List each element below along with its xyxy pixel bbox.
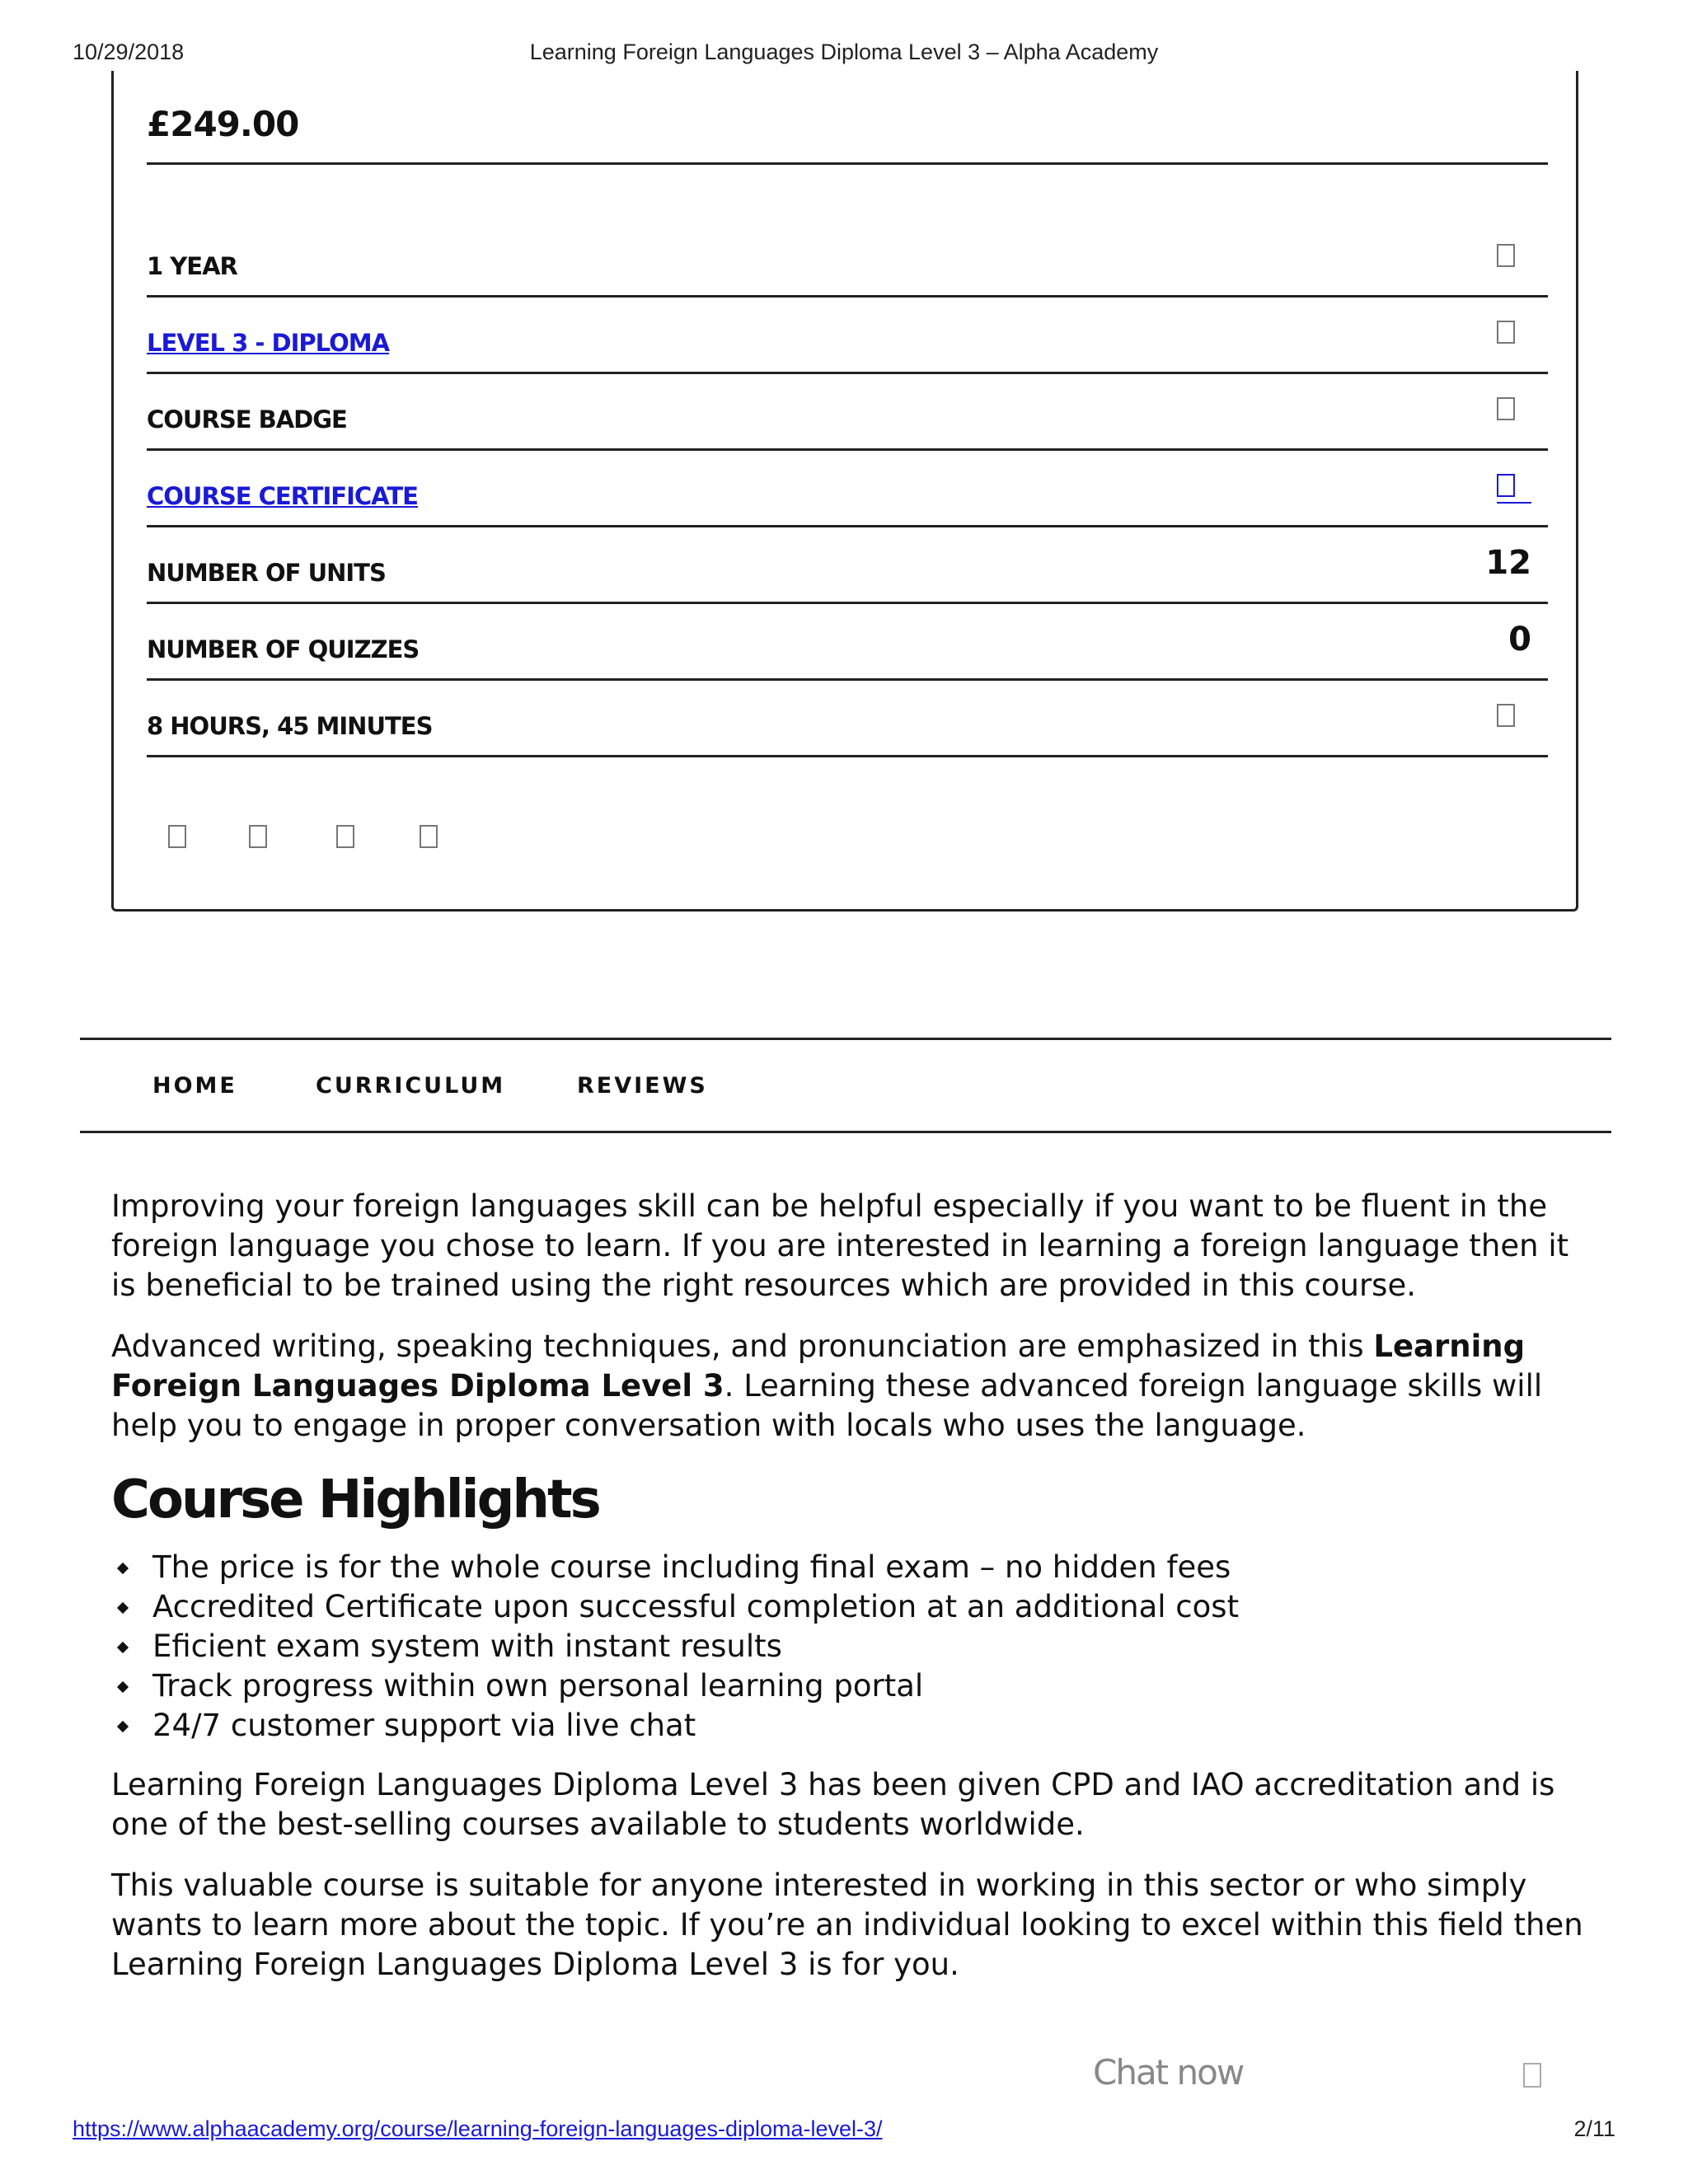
pinterest-icon[interactable] — [420, 825, 438, 848]
detail-label: NUMBER OF UNITS — [147, 559, 386, 587]
highlights-list — [111, 1548, 1587, 1746]
print-page-title: Learning Foreign Languages Diploma Level 3 – Alpha Academy — [529, 40, 1159, 64]
graduation-cap-icon — [1497, 321, 1515, 344]
paragraph-text: Advanced writing, speaking techniques, and pronunciation are emphasized in this — [111, 1329, 1374, 1364]
quizzes-count: 0 — [1508, 621, 1531, 658]
chat-icon[interactable] — [1523, 2063, 1541, 2088]
list-item: 24/7 customer support via live chat — [111, 1706, 1587, 1746]
google-plus-icon[interactable] — [336, 825, 354, 848]
detail-label: 8 HOURS, 45 MINUTES — [147, 712, 433, 740]
certificate-link[interactable]: COURSE CERTIFICATE — [147, 482, 418, 510]
course-price: £249.00 — [147, 104, 299, 144]
highlights-heading: Course Highlights — [111, 1469, 599, 1530]
bullet-icon — [117, 1681, 129, 1693]
list-item: The price is for the whole course including final exam – no hidden fees — [111, 1548, 1587, 1587]
detail-row-units — [147, 527, 1548, 604]
facebook-icon[interactable] — [168, 825, 186, 848]
bullet-icon — [117, 1642, 129, 1653]
tab-reviews[interactable]: REVIEWS — [577, 1073, 708, 1099]
course-name-bold: Learning Foreign Languages Diploma Level 3 — [111, 1329, 1526, 1404]
intro-paragraph: Improving your foreign languages skill can be helpful especially if you want to be fluent in the foreign language you chose to learn. If you are interested in learning a foreign language then it is beneficial to be trained using the right resources which are provided in this course. — [111, 1188, 1569, 1303]
detail-row-certificate — [147, 451, 1548, 527]
course-details-list — [147, 221, 1548, 757]
list-item: Track progress within own personal learning portal — [111, 1666, 1587, 1706]
list-item: Accredited Certificate upon successful completion at an additional cost — [111, 1587, 1587, 1627]
detail-row-duration — [147, 221, 1548, 298]
detail-label: 1 YEAR — [147, 252, 237, 280]
certificate-icon[interactable] — [1497, 474, 1515, 497]
detail-label: NUMBER OF QUIZZES — [147, 635, 420, 663]
tab-home[interactable]: HOME — [152, 1073, 237, 1099]
paragraph-text: . Learning these advanced foreign language skills will help you to engage in proper conversation with locals who uses the language. — [111, 1368, 1543, 1443]
course-info-card — [111, 71, 1578, 912]
badge-icon — [1497, 397, 1515, 420]
bullet-icon — [117, 1721, 129, 1732]
twitter-icon[interactable] — [249, 825, 267, 848]
detail-row-hours — [147, 681, 1548, 757]
page-url-link[interactable]: https://www.alphaacademy.org/course/learning-foreign-languages-diploma-level-3/ — [73, 2116, 883, 2141]
detail-row-level — [147, 298, 1548, 374]
emphasis-paragraph — [111, 1327, 1587, 1446]
tab-curriculum[interactable]: CURRICULUM — [316, 1073, 506, 1099]
list-item: Eficient exam system with instant results — [111, 1627, 1587, 1666]
chat-now-button[interactable]: Chat now — [1093, 2052, 1244, 2093]
certificate-icon-underline — [1497, 502, 1531, 504]
detail-row-quizzes — [147, 604, 1548, 681]
print-header — [0, 38, 1688, 71]
units-count: 12 — [1485, 544, 1531, 582]
clock-icon — [1497, 704, 1515, 727]
bullet-icon — [117, 1563, 129, 1574]
detail-label: COURSE BADGE — [147, 405, 347, 434]
price-divider — [147, 162, 1548, 165]
detail-row-badge — [147, 374, 1548, 451]
course-description — [111, 1187, 1587, 2006]
level-link[interactable]: LEVEL 3 - DIPLOMA — [147, 329, 390, 357]
clock-icon — [1497, 244, 1515, 267]
page-number: 2/11 — [1573, 2116, 1615, 2141]
suitability-paragraph: This valuable course is suitable for anyone interested in working in this sector or who simply wants to learn more about the topic. If you’re an individual looking to excel within this field then Learning Foreign Languages Diploma Level 3 is for you. — [111, 1868, 1583, 1982]
print-date: 10/29/2018 — [73, 40, 185, 64]
bullet-icon — [117, 1602, 129, 1614]
course-tabs — [80, 1038, 1611, 1133]
accreditation-paragraph: Learning Foreign Languages Diploma Level 3 has been given CPD and IAO accreditation and is one of the best-selling courses available to students worldwide. — [111, 1767, 1555, 1842]
